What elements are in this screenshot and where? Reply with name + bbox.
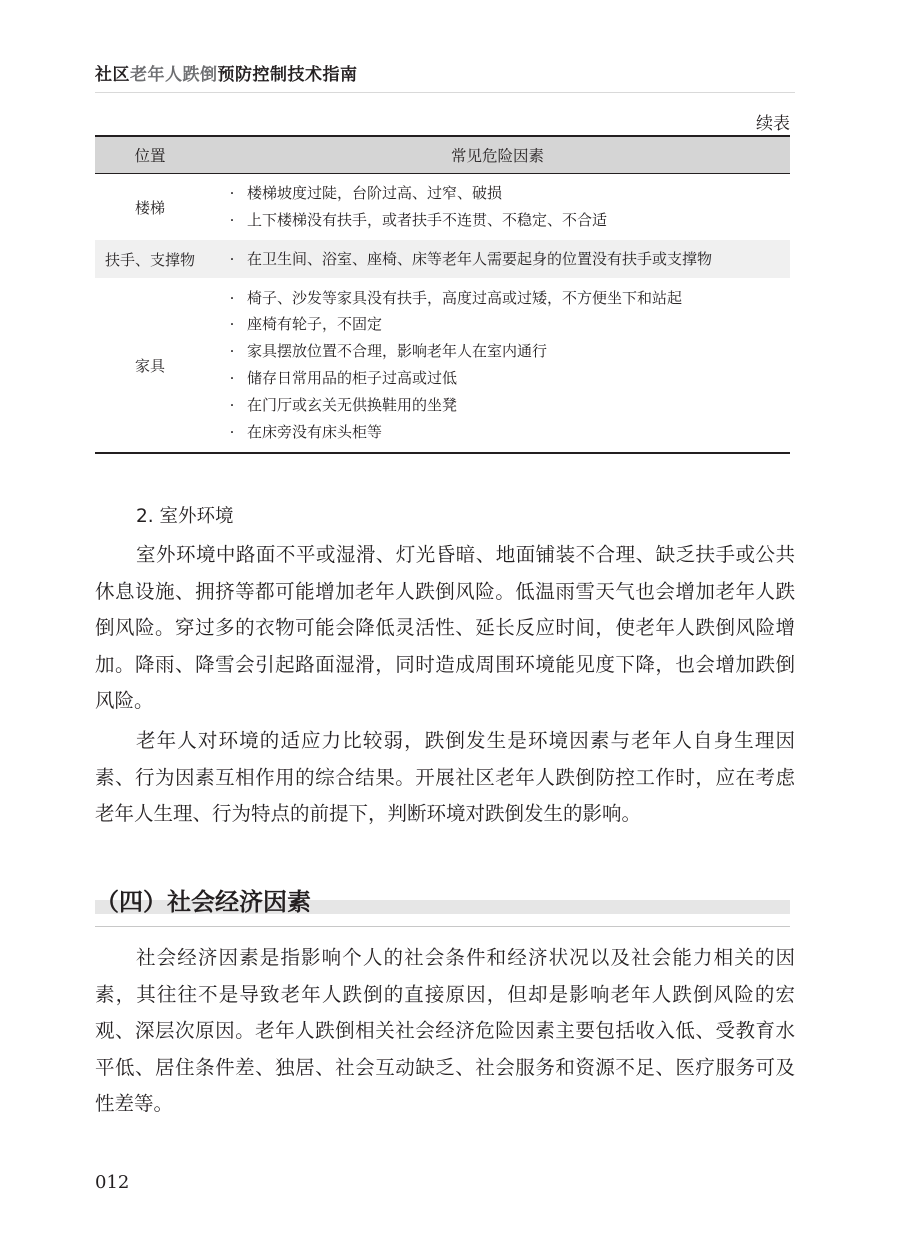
location-cell: 扶手、支撑物 <box>104 250 195 269</box>
table-row <box>95 240 790 278</box>
socioeconomic-section-heading: （四）社会经济因素 <box>95 888 311 916</box>
location-cell: 家具 <box>95 278 205 453</box>
socioeconomic-paragraph: 社会经济因素是指影响个人的社会条件和经济状况以及社会能力相关的因素，其往往不是导致老年人跌倒的直接原因，但却是影响老年人跌倒风险的宏观、深层次原因。老年人跌倒相关社会经济危险因素主要包括收入低、受教育水平低、居住条件差、独居、社会互动缺乏、社会服务和资源不足、医疗服务可及性差等。 <box>95 946 795 1115</box>
factors-cell <box>205 278 790 453</box>
table-header-row <box>95 136 790 174</box>
header-title-part2: 预防控制技术指南 <box>217 65 358 85</box>
section-heading-rule <box>95 926 790 927</box>
table-row <box>95 174 790 241</box>
factor-list <box>223 285 790 446</box>
running-header <box>95 60 358 85</box>
table-row <box>95 278 790 453</box>
factor-item: · 在床旁没有床头柜等 <box>223 419 790 446</box>
header-title-part1: 社区 <box>95 65 130 85</box>
factor-item: · 储存日常用品的柜子过高或过低 <box>223 365 790 392</box>
location-cell: 楼梯 <box>134 198 165 217</box>
page-number: 012 <box>95 1172 130 1193</box>
factor-item: · 座椅有轮子，不固定 <box>223 311 790 338</box>
table-continued-label: 续表 <box>756 114 790 134</box>
factor-item: · 椅子、沙发等家具没有扶手，高度过高或过矮，不方便坐下和站起 <box>223 285 790 312</box>
factor-item: · 楼梯坡度过陡，台阶过高、过窄、破损 <box>223 180 790 207</box>
factor-item: · 上下楼梯没有扶手，或者扶手不连贯、不稳定、不合适 <box>223 207 790 234</box>
header-rule <box>95 92 795 93</box>
factor-item: · 在门厅或玄关无供换鞋用的坐凳 <box>223 392 790 419</box>
outdoor-paragraph-2: 老年人对环境的适应力比较弱，跌倒发生是环境因素与老年人自身生理因素、行为因素互相作用的综合结果。开展社区老年人跌倒防控工作时，应在考虑老年人生理、行为特点的前提下，判断环境对跌倒发生的影响。 <box>95 729 795 825</box>
factor-item: · 在卫生间、浴室、座椅、床等老年人需要起身的位置没有扶手或支撑物 <box>223 246 790 273</box>
factor-item: · 家具摆放位置不合理，影响老年人在室内通行 <box>223 338 790 365</box>
column-header-location: 位置 <box>95 136 205 174</box>
header-title-accent: 老年人跌倒 <box>130 65 218 85</box>
outdoor-environment-heading: 2. 室外环境 <box>136 506 234 527</box>
factors-cell <box>205 240 790 278</box>
outdoor-paragraph-1: 室外环境中路面不平或湿滑、灯光昏暗、地面铺装不合理、缺乏扶手或公共休息设施、拥挤等都可能增加老年人跌倒风险。低温雨雪天气也会增加老年人跌倒风险。穿过多的衣物可能会降低灵活性、延长反应时间，使老年人跌倒风险增加。降雨、降雪会引起路面湿滑，同时造成周围环境能见度下降，也会增加跌倒风险。 <box>95 543 795 712</box>
factor-list <box>223 246 790 273</box>
factors-cell <box>205 174 790 241</box>
factor-list <box>223 180 790 234</box>
risk-factor-table <box>95 135 790 454</box>
column-header-factors: 常见危险因素 <box>205 136 790 174</box>
